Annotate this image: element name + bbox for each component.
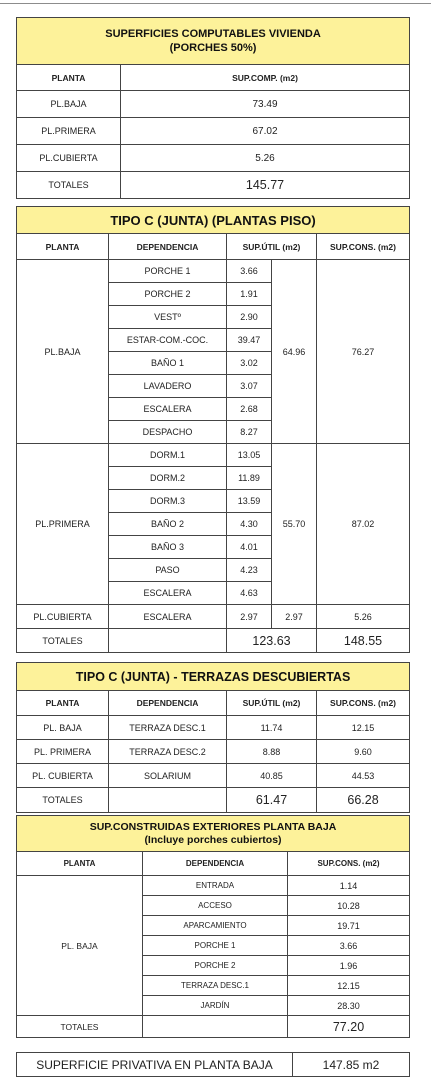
planta-cell: PL. PRIMERA [17, 740, 109, 764]
util-cell: 8.27 [227, 421, 272, 444]
table-row [17, 260, 410, 283]
table-title-text: SUPERFICIES COMPUTABLES VIVIENDA [105, 28, 321, 40]
dependencia-cell: BAÑO 1 [109, 352, 227, 375]
value-cell: 73.49 [121, 91, 410, 118]
table-title: TIPO C (JUNTA) (PLANTAS PISO) [17, 207, 410, 234]
table-row [17, 716, 410, 740]
util-cell: 4.30 [227, 513, 272, 536]
dependencia-cell: TERRAZA DESC.2 [109, 740, 227, 764]
totals-util-value: 61.47 [227, 788, 317, 813]
summary-label: SUPERFICIE PRIVATIVA EN PLANTA BAJA [17, 1053, 293, 1077]
cons-cell: 44.53 [317, 764, 410, 788]
dependencia-cell: VESTº [109, 306, 227, 329]
totals-label: TOTALES [17, 1016, 143, 1038]
util-cell: 3.07 [227, 375, 272, 398]
dependencia-cell: JARDÍN [143, 996, 288, 1016]
cons-cell: 12.15 [288, 976, 410, 996]
exteriores-table [16, 815, 410, 1038]
dependencia-cell: DESPACHO [109, 421, 227, 444]
dependencia-cell: APARCAMIENTO [143, 916, 288, 936]
cons-cell: 1.14 [288, 876, 410, 896]
totals-cons-value: 66.28 [317, 788, 410, 813]
cons-subtotal-cell: 5.26 [317, 605, 410, 629]
util-cell: 13.05 [227, 444, 272, 467]
header-sup-util: SUP.ÚTIL (m2) [227, 234, 317, 260]
header-sup-util: SUP.ÚTIL (m2) [227, 691, 317, 716]
summary-value: 147.85 m2 [293, 1053, 410, 1077]
util-cell: 4.63 [227, 582, 272, 605]
empty-cell [109, 629, 227, 653]
cons-cell: 28.30 [288, 996, 410, 1016]
value-cell: 5.26 [121, 145, 410, 172]
header-dependencia: DEPENDENCIA [109, 234, 227, 260]
dependencia-cell: DORM.1 [109, 444, 227, 467]
table-row [17, 145, 410, 172]
util-cell: 1.91 [227, 283, 272, 306]
cons-cell: 9.60 [317, 740, 410, 764]
header-planta: PLANTA [17, 234, 109, 260]
util-cell: 11.74 [227, 716, 317, 740]
table-row [17, 740, 410, 764]
util-cell: 8.88 [227, 740, 317, 764]
planta-cell: PL.CUBIERTA [17, 145, 121, 172]
table-title-text: SUP.CONSTRUIDAS EXTERIORES PLANTA BAJA [89, 820, 337, 833]
table-title [17, 18, 410, 65]
util-cell: 13.59 [227, 490, 272, 513]
util-subtotal-cell: 55.70 [272, 444, 317, 605]
cons-cell: 1.96 [288, 956, 410, 976]
totals-row [17, 172, 410, 199]
planta-cell: PL. BAJA [17, 876, 143, 1016]
header-planta: PLANTA [17, 65, 121, 91]
planta-cell: PL.PRIMERA [17, 444, 109, 605]
util-cell: 40.85 [227, 764, 317, 788]
table-row [17, 444, 410, 467]
empty-cell [109, 788, 227, 813]
table-row [17, 876, 410, 896]
util-subtotal-cell: 2.97 [272, 605, 317, 629]
table-subtitle-text: (PORCHES 50%) [169, 42, 257, 54]
empty-cell [143, 1016, 288, 1038]
dependencia-cell: ACCESO [143, 896, 288, 916]
header-dependencia: DEPENDENCIA [143, 852, 288, 876]
planta-cell: PL.BAJA [17, 91, 121, 118]
table-subtitle-text: (Incluye porches cubiertos) [144, 833, 282, 846]
totals-label: TOTALES [17, 629, 109, 653]
cons-subtotal-cell: 76.27 [317, 260, 410, 444]
dependencia-cell: TERRAZA DESC.1 [143, 976, 288, 996]
table-title: TIPO C (JUNTA) - TERRAZAS DESCUBIERTAS [17, 663, 410, 691]
util-cell: 11.89 [227, 467, 272, 490]
util-cell: 3.02 [227, 352, 272, 375]
top-divider [0, 3, 431, 4]
totals-cons-value: 148.55 [317, 629, 410, 653]
util-cell: 4.23 [227, 559, 272, 582]
util-cell: 3.66 [227, 260, 272, 283]
header-planta: PLANTA [17, 852, 143, 876]
plantas-piso-table [16, 206, 410, 653]
planta-cell: PL.CUBIERTA [17, 605, 109, 629]
util-cell: 2.90 [227, 306, 272, 329]
header-sup-cons: SUP.CONS. (m2) [288, 852, 410, 876]
table-title [17, 816, 410, 852]
totals-label: TOTALES [17, 172, 121, 199]
header-planta: PLANTA [17, 691, 109, 716]
dependencia-cell: PASO [109, 559, 227, 582]
dependencia-cell: ESCALERA [109, 605, 227, 629]
totals-row [17, 788, 410, 813]
header-dependencia: DEPENDENCIA [109, 691, 227, 716]
dependencia-cell: ESCALERA [109, 398, 227, 421]
planta-cell: PL.BAJA [17, 260, 109, 444]
cons-subtotal-cell: 87.02 [317, 444, 410, 605]
table-row [17, 91, 410, 118]
header-sup-cons: SUP.CONS. (m2) [317, 234, 410, 260]
dependencia-cell: BAÑO 3 [109, 536, 227, 559]
computable-area-table [16, 17, 410, 199]
planta-cell: PL.PRIMERA [17, 118, 121, 145]
summary-row [17, 1053, 410, 1077]
planta-cell: PL. BAJA [17, 716, 109, 740]
cons-cell: 19.71 [288, 916, 410, 936]
totals-label: TOTALES [17, 788, 109, 813]
superficie-privativa-table [16, 1052, 410, 1077]
util-subtotal-cell: 64.96 [272, 260, 317, 444]
dependencia-cell: SOLARIUM [109, 764, 227, 788]
cons-cell: 10.28 [288, 896, 410, 916]
terrazas-table [16, 662, 410, 813]
totals-util-value: 123.63 [227, 629, 317, 653]
cons-cell: 12.15 [317, 716, 410, 740]
table-row [17, 605, 410, 629]
header-sup-cons: SUP.CONS. (m2) [317, 691, 410, 716]
dependencia-cell: DORM.3 [109, 490, 227, 513]
dependencia-cell: ENTRADA [143, 876, 288, 896]
value-cell: 67.02 [121, 118, 410, 145]
table-row [17, 118, 410, 145]
dependencia-cell: BAÑO 2 [109, 513, 227, 536]
util-cell: 2.68 [227, 398, 272, 421]
totals-value: 145.77 [121, 172, 410, 199]
dependencia-cell: PORCHE 1 [143, 936, 288, 956]
dependencia-cell: PORCHE 1 [109, 260, 227, 283]
dependencia-cell: LAVADERO [109, 375, 227, 398]
dependencia-cell: PORCHE 2 [143, 956, 288, 976]
planta-cell: PL. CUBIERTA [17, 764, 109, 788]
util-cell: 4.01 [227, 536, 272, 559]
dependencia-cell: DORM.2 [109, 467, 227, 490]
header-sup-comp: SUP.COMP. (m2) [121, 65, 410, 91]
totals-row [17, 629, 410, 653]
totals-row [17, 1016, 410, 1038]
dependencia-cell: TERRAZA DESC.1 [109, 716, 227, 740]
dependencia-cell: PORCHE 2 [109, 283, 227, 306]
cons-cell: 3.66 [288, 936, 410, 956]
table-row [17, 764, 410, 788]
dependencia-cell: ESTAR-COM.-COC. [109, 329, 227, 352]
dependencia-cell: ESCALERA [109, 582, 227, 605]
totals-value: 77.20 [288, 1016, 410, 1038]
util-cell: 39.47 [227, 329, 272, 352]
util-cell: 2.97 [227, 605, 272, 629]
